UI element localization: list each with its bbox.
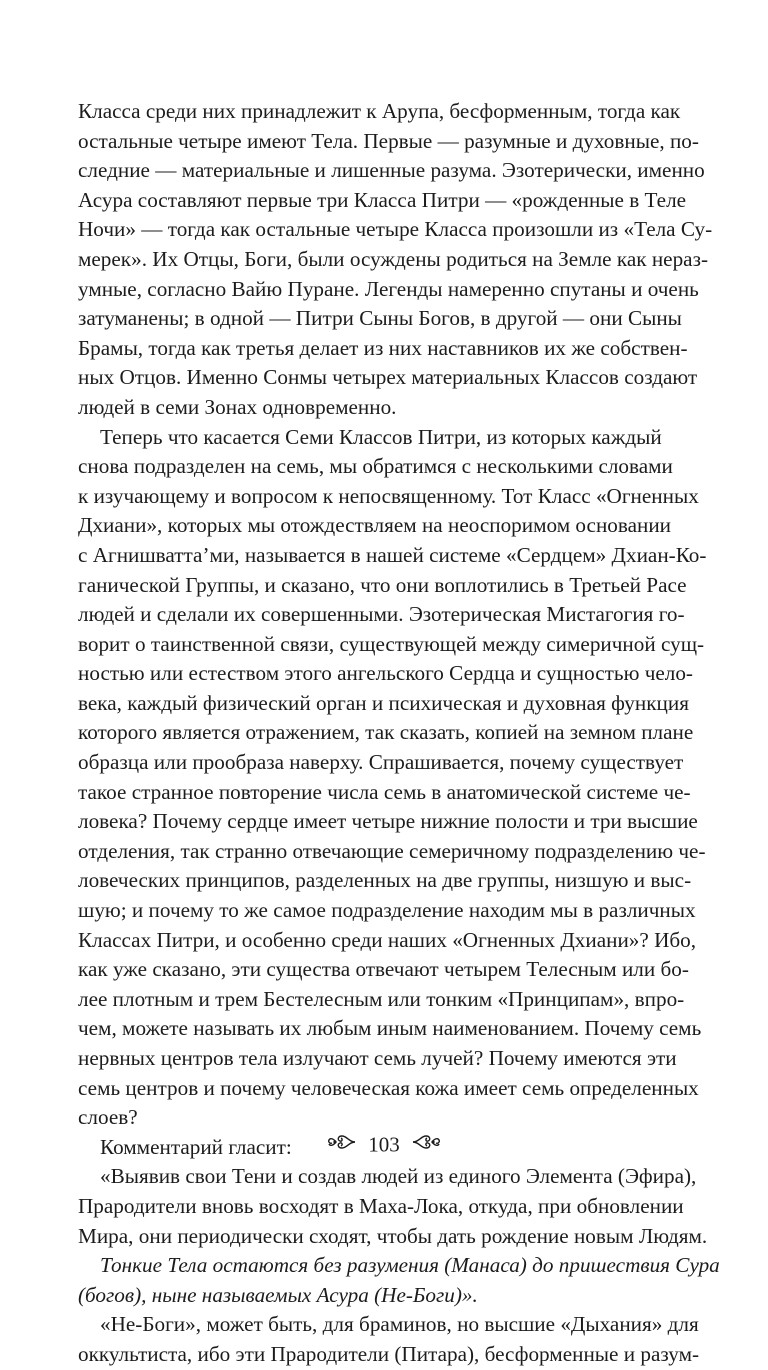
text-line: семь центров и почему человеческая кожа имеет семь определенных bbox=[78, 1075, 699, 1100]
text-line: «Не-Боги», может быть, для браминов, но высшие «Дыхания» для bbox=[100, 1312, 699, 1337]
text-line: нервных центров тела излучают семь лучей? Почему имеются эти bbox=[78, 1046, 677, 1070]
text-line: века, каждый физический орган и психическая и духовная функция bbox=[78, 690, 689, 715]
text-line: которого является отражением, так сказать, копией на земном плане bbox=[78, 720, 694, 745]
text-line: ловеческих принципов, разделенных на две группы, низшую и выс- bbox=[78, 868, 692, 893]
text-line: Асура составляют первые три Класса Питри — «рожденные в Теле bbox=[78, 187, 687, 212]
text-line: (богов), ныне называемых Асура (Не-Боги)». bbox=[78, 1282, 478, 1307]
text-line: «Выявив свои Тени и создав людей из единого Элемента (Эфира), bbox=[100, 1164, 697, 1189]
text-line: отделения, так странно отвечающие семеричному подразделению че- bbox=[78, 838, 706, 863]
text-line: ловека? Почему сердце имеет четыре нижние полости и три высшие bbox=[78, 809, 698, 834]
page-body bbox=[78, 97, 720, 1370]
ornament-right-icon bbox=[411, 1132, 441, 1158]
text-line: остальные четыре имеют Тела. Первые — разумные и духовные, по- bbox=[78, 128, 699, 153]
text-line: Теперь что касается Семи Классов Питри, из которых каждый bbox=[100, 424, 662, 449]
text-line: оккультиста, ибо эти Прародители (Питара), бесформенные и разум- bbox=[78, 1341, 700, 1366]
text-line: следние — материальные и лишенные разума. Эзотерически, именно bbox=[78, 158, 705, 183]
page-footer bbox=[0, 1131, 768, 1158]
text-line: с Агнишватта’ми, называется в нашей системе «Сердцем» Дхиан-Ко- bbox=[78, 542, 707, 567]
text-line: ностью или естеством этого ангельского Сердца и сущностью чело- bbox=[78, 661, 693, 686]
text-line: ганической Группы, и сказано, что они воплотились в Третьей Расе bbox=[78, 572, 687, 597]
text-line: чем, можете называть их любым иным наименованием. Почему семь bbox=[78, 1016, 702, 1041]
text-line: Комментарий гласит: bbox=[100, 1134, 292, 1159]
text-line: Тонкие Тела остаются без разумения (Манаса) до пришествия Сура bbox=[100, 1253, 720, 1278]
text-line: лее плотным и трем Бестелесным или тонким «Принципам», впро- bbox=[78, 986, 685, 1011]
ornament-left-icon bbox=[327, 1132, 357, 1158]
text-line: людей в семи Зонах одновременно. bbox=[78, 394, 397, 419]
text-line: шую; и почему то же самое подразделение находим мы в различных bbox=[78, 898, 696, 923]
text-line: затуманены; в одной — Питри Сыны Богов, в другой — они Сыны bbox=[78, 306, 682, 331]
text-line: мерек». Их Отцы, Боги, были осуждены родиться на Земле как нераз- bbox=[78, 246, 709, 271]
text-line: слоев? bbox=[78, 1105, 138, 1130]
text-line: умные, согласно Вайю Пуране. Легенды намеренно спутаны и очень bbox=[78, 276, 699, 301]
page-number: 103 bbox=[368, 1132, 400, 1157]
text-line: снова подразделен на семь, мы обратимся с несколькими словами bbox=[78, 454, 673, 479]
text-line: Ночи» — тогда как остальные четыре Класса произошли из «Тела Су- bbox=[78, 217, 713, 242]
text-line: Классах Питри, и особенно среди наших «Огненных Дхиани»? Ибо, bbox=[78, 927, 697, 952]
text-line: людей и сделали их совершенными. Эзотерическая Мистагогия го- bbox=[78, 602, 685, 627]
text-line: к изучающему и вопросом к непосвященному. Тот Класс «Огненных bbox=[78, 483, 699, 508]
text-line: Прародители вновь восходят в Маха-Лока, откуда, при обновлении bbox=[78, 1193, 684, 1218]
text-line: как уже сказано, эти существа отвечают четырем Телесным или бо- bbox=[78, 957, 689, 982]
text-line: ных Отцов. Именно Сонмы четырех материальных Классов создают bbox=[78, 365, 698, 390]
text-line: ворит о таинственной связи, существующей между симеричной сущ- bbox=[78, 631, 705, 656]
text-line: Класса среди них принадлежит к Арупа, бесформенным, тогда как bbox=[78, 99, 681, 123]
text-line: такое странное повторение числа семь в анатомической системе че- bbox=[78, 779, 691, 804]
text-line: Брамы, тогда как третья делает из них наставников их же собствен- bbox=[78, 335, 688, 360]
text-line: Мира, они периодически сходят, чтобы дать рождение новым Людям. bbox=[78, 1223, 708, 1248]
text-line: Дхиани», которых мы отождествляем на неоспоримом основании bbox=[78, 513, 672, 538]
text-line: образца или прообраза наверху. Спрашивается, почему существует bbox=[78, 750, 684, 775]
